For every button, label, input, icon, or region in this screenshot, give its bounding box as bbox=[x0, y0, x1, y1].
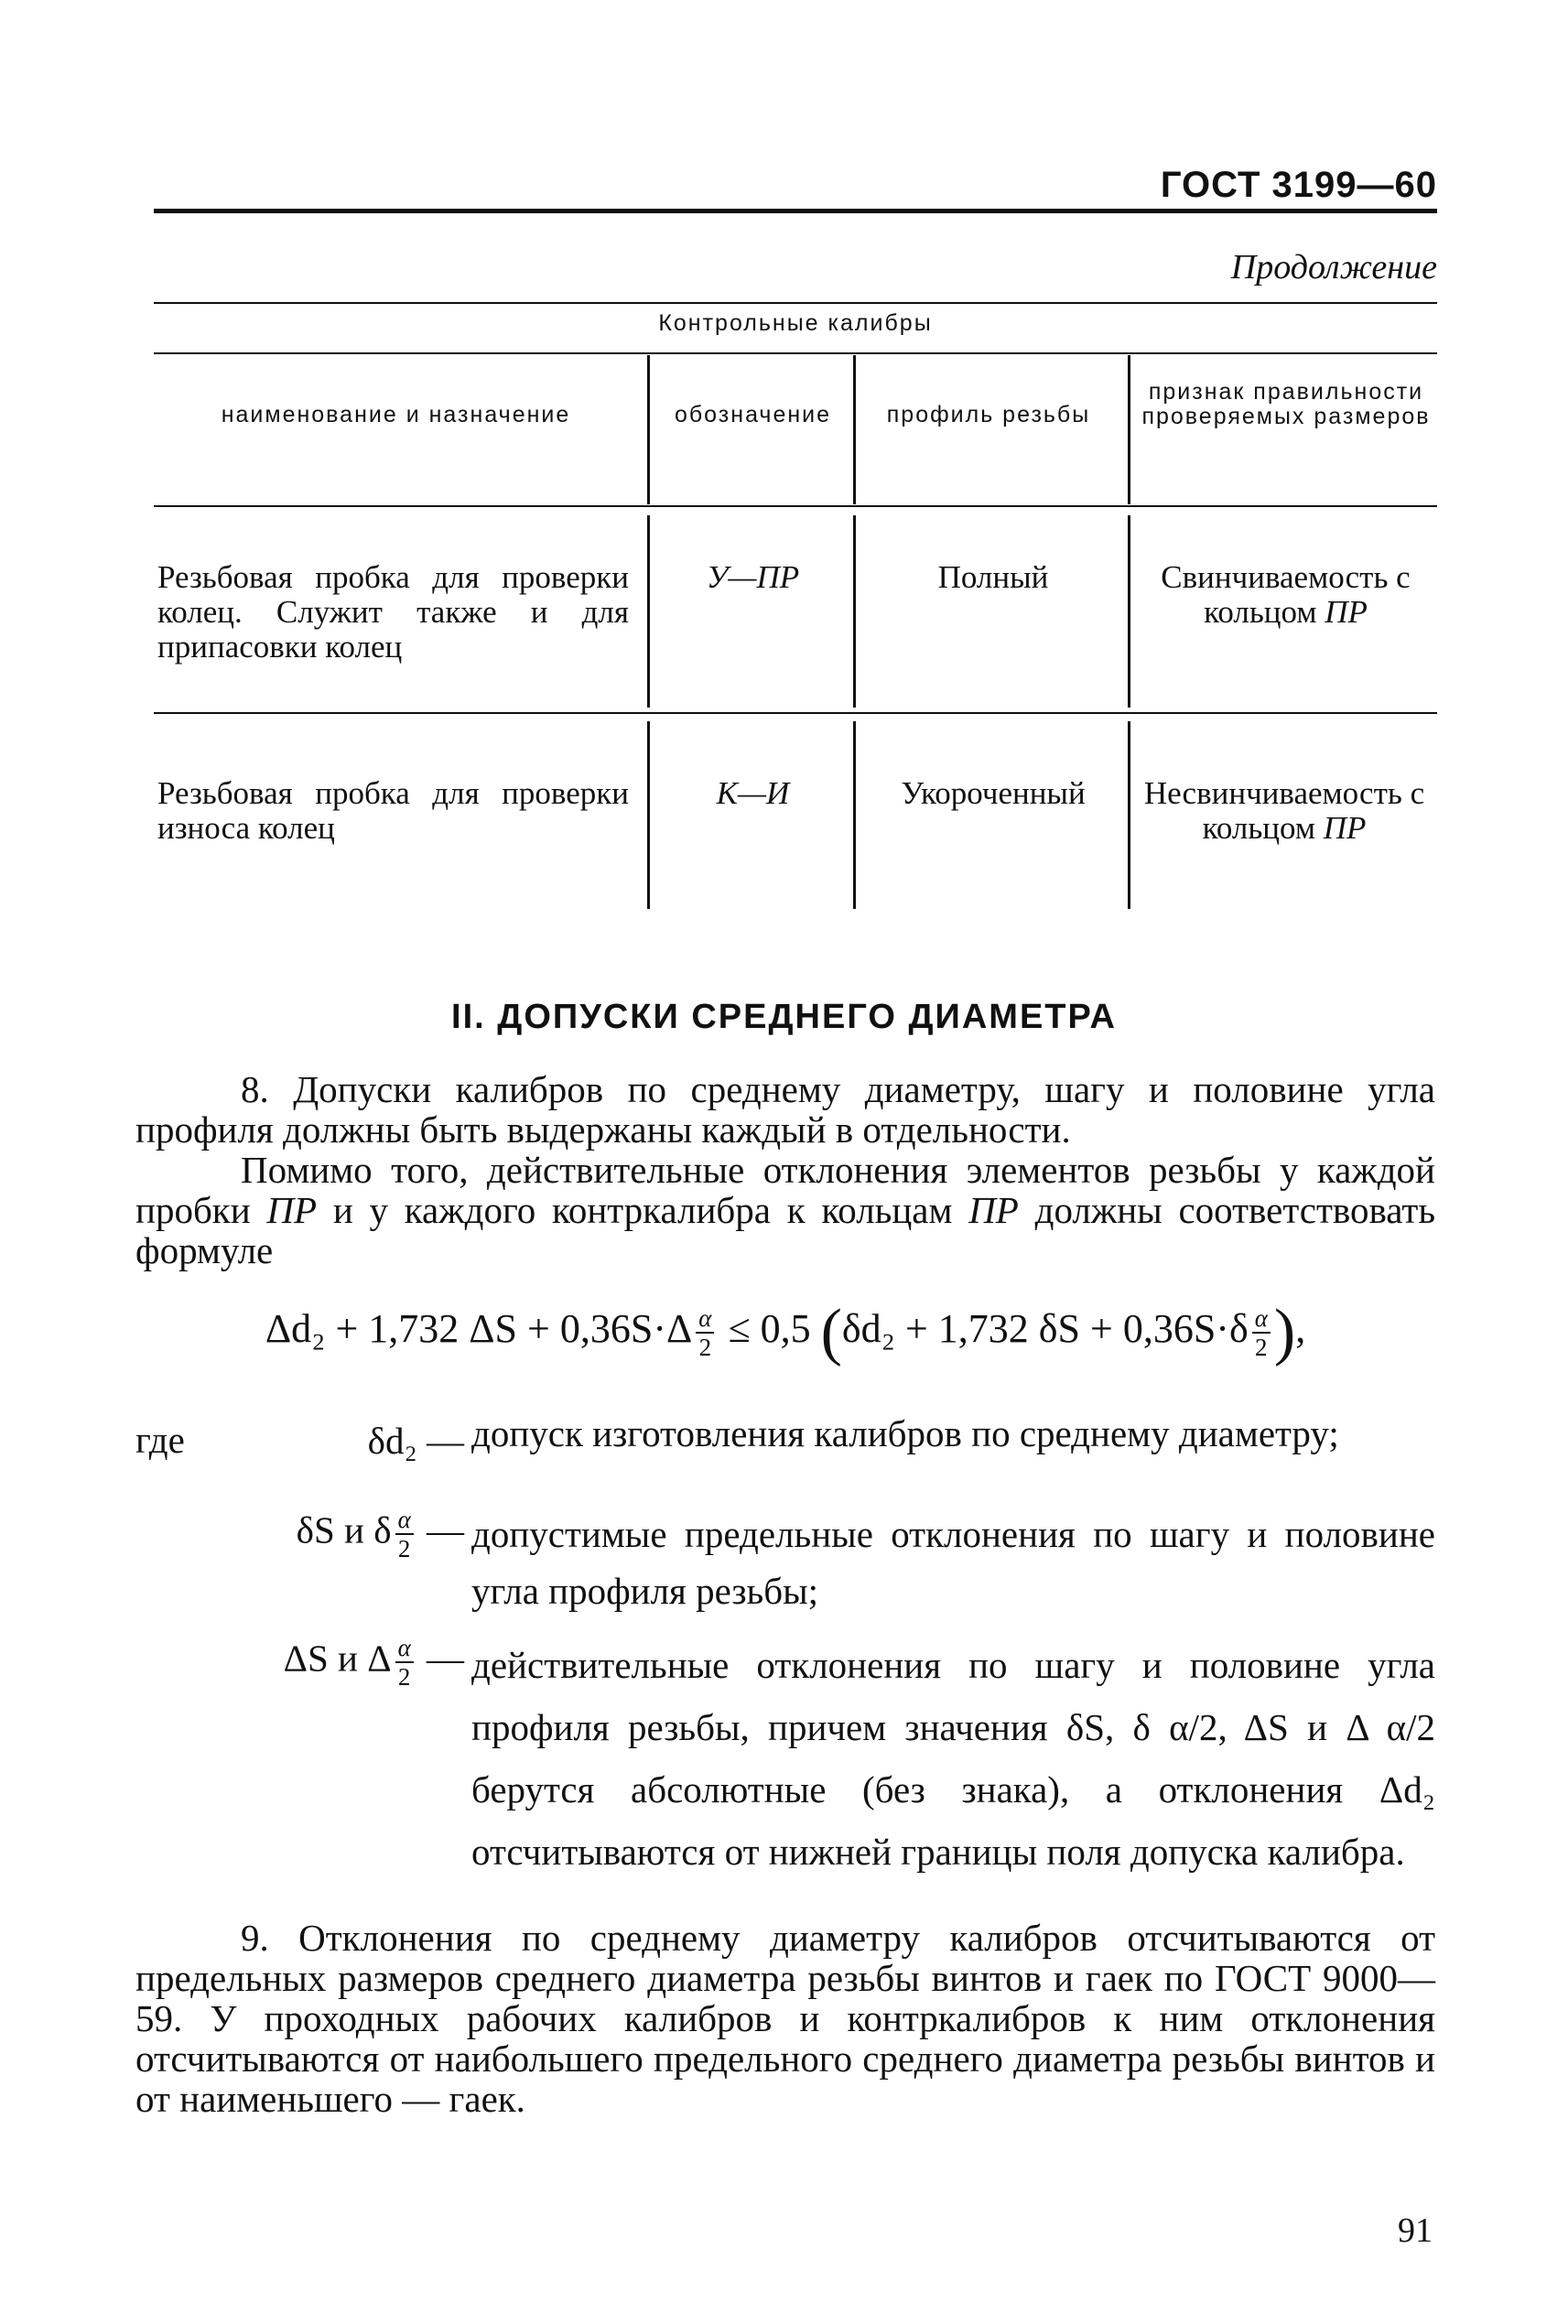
def1-symbol: δd₂ — bbox=[367, 1420, 464, 1462]
formula-comma: , bbox=[1295, 1306, 1306, 1352]
col-divider bbox=[853, 355, 856, 504]
def3-symbol bbox=[188, 1634, 464, 1691]
row1-sign bbox=[1137, 560, 1434, 630]
paragraph-8: 8. Допуски калибров по среднему диаметру, шагу и половине угла профиля должны быть выдержаны каждый в отдельности. bbox=[135, 1068, 1435, 1151]
def2-symbol-a: δS и δ bbox=[296, 1508, 392, 1551]
def1-text: допуск изготовления калибров по среднему диаметру; bbox=[471, 1412, 1339, 1454]
fraction-denominator: 2 bbox=[698, 1334, 712, 1361]
formula-fraction bbox=[1252, 1304, 1271, 1361]
formula-fraction bbox=[696, 1304, 714, 1361]
col-divider bbox=[647, 515, 650, 708]
fraction-numerator: α bbox=[395, 1506, 414, 1535]
col-divider bbox=[1128, 721, 1130, 909]
fraction-numerator: α bbox=[696, 1304, 714, 1334]
row1-designation: У—ПР bbox=[706, 559, 800, 595]
col-divider bbox=[647, 355, 650, 504]
p8b-ref-1: ПР bbox=[266, 1189, 318, 1231]
row2-sign bbox=[1133, 776, 1435, 846]
page-number: 91 bbox=[1398, 2211, 1433, 2250]
def3-symbol-a: ΔS и Δ bbox=[283, 1637, 392, 1680]
section-heading: II. ДОПУСКИ СРЕДНЕГО ДИАМЕТРА bbox=[451, 998, 1117, 1036]
col-divider bbox=[647, 721, 650, 909]
row1-name: Резьбовая пробка для проверки колец. Служит также и для припасовки колец bbox=[157, 559, 629, 665]
where-label: где bbox=[135, 1419, 185, 1461]
p8b-text-2: и у каждого контркалибра к кольцам bbox=[332, 1189, 953, 1231]
fraction-numerator: α bbox=[1252, 1304, 1271, 1334]
col-header-designation: обозначение bbox=[674, 402, 832, 427]
paragraph-9: 9. Отклонения по среднему диаметру калибров отсчитываются от предельных размеров среднего диаметра резьбы винтов и гаек по ГОСТ 9000—59. У проходных рабочих калибров и контркалибров к ним отклонения отсчитываются от наибольшего предельного среднего диаметра резьбы винтов и от наименьшего — гаек. bbox=[135, 1917, 1435, 2120]
def2-dash: — bbox=[427, 1508, 464, 1551]
fraction-numerator: α bbox=[395, 1634, 414, 1663]
p8b-ref-2: ПР bbox=[968, 1189, 1019, 1231]
fraction-denominator: 2 bbox=[397, 1663, 411, 1691]
continuation-label: Продолжение bbox=[1230, 248, 1437, 286]
row2-designation: К—И bbox=[716, 775, 790, 811]
tolerance-formula bbox=[135, 1297, 1435, 1367]
formula-rhs: δd₂ + 1,732 δS + 0,36S·δ bbox=[841, 1306, 1249, 1352]
def2-symbol bbox=[206, 1506, 464, 1562]
col-divider bbox=[1128, 515, 1130, 708]
def3-dash: — bbox=[427, 1637, 464, 1680]
def2-fraction bbox=[395, 1506, 414, 1562]
table-group-rule bbox=[154, 352, 1437, 354]
col-divider bbox=[853, 515, 856, 708]
formula-relation: ≤ 0,5 bbox=[728, 1306, 811, 1352]
left-paren: ( bbox=[820, 1297, 842, 1367]
def2-text: допустимые предельные отклонения по шагу и половине угла профиля резьбы; bbox=[471, 1513, 1435, 1612]
def3-text: действительные отклонения по шагу и половине угла профиля резьбы, причем значения δS, δ α/2, ΔS и Δ α/2 берутся абсолютные (без знака), а отклонения Δd₂ отсчитываются от нижней границы поля допуска калибра. bbox=[471, 1644, 1435, 1873]
row2-sign-ref: ПР bbox=[1323, 810, 1367, 846]
col-divider bbox=[1128, 355, 1130, 504]
row1-sign-main: Свинчиваемость с кольцом bbox=[1161, 559, 1411, 630]
row2-sign-main: Несвинчиваемость с кольцом bbox=[1143, 775, 1425, 846]
p8b-text-1: Помимо того, действительные отклонения элементов резьбы у каждой пробки bbox=[135, 1149, 1435, 1231]
row1-profile: Полный bbox=[937, 559, 1049, 595]
document-code: ГОСТ 3199—60 bbox=[1160, 165, 1437, 205]
table-top-rule bbox=[154, 302, 1437, 304]
table-row-rule bbox=[154, 712, 1437, 714]
row1-sign-ref: ПР bbox=[1325, 594, 1368, 630]
formula-lhs: Δd₂ + 1,732 ΔS + 0,36S·Δ bbox=[265, 1306, 693, 1352]
paragraph-8-continued bbox=[135, 1150, 1435, 1270]
right-paren: ) bbox=[1273, 1297, 1296, 1367]
col-divider bbox=[853, 721, 856, 909]
col-header-sign: признак правильности проверяемых размеров bbox=[1141, 379, 1431, 429]
row2-name: Резьбовая пробка для проверки износа колец bbox=[157, 775, 629, 846]
fraction-denominator: 2 bbox=[397, 1535, 411, 1562]
p8b-text-3: должны соответствовать формуле bbox=[135, 1189, 1436, 1271]
table-group-header: Контрольные калибры bbox=[658, 310, 933, 336]
fraction-denominator: 2 bbox=[1255, 1334, 1268, 1361]
col-header-profile: профиль резьбы bbox=[886, 402, 1091, 427]
row2-profile: Укороченный bbox=[901, 775, 1086, 811]
def3-fraction bbox=[395, 1634, 414, 1691]
table-header-rule bbox=[154, 505, 1437, 507]
header-rule bbox=[154, 209, 1437, 213]
col-header-name: наименование и назначение bbox=[221, 402, 571, 427]
